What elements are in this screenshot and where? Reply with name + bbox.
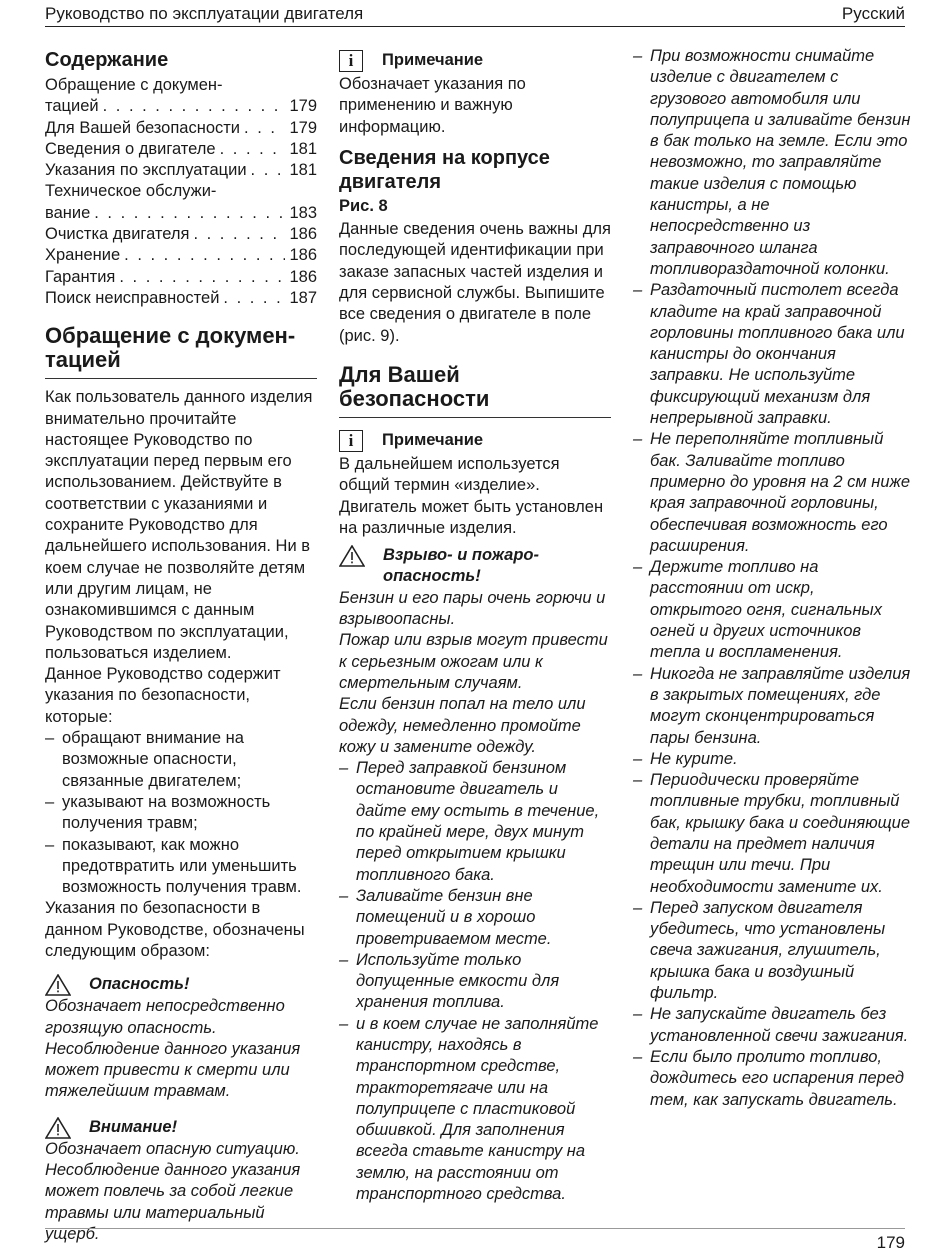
toc-page-number: 179 (289, 97, 317, 116)
explosion-line: Пожар или взрыв могут привести к серьезным ожогам или к смертельным случаям. (339, 631, 608, 692)
marking-paragraph: Указания по безопасности в данном Руководстве, обозначены следующим образом: (45, 899, 305, 960)
caution-notice (45, 1117, 317, 1139)
refuel-instructions-list (339, 758, 611, 1205)
info-icon: i (339, 430, 363, 452)
toc-entry[interactable] (45, 288, 317, 309)
caution-text: Обозначает опасную ситуацию. Несоблюдение данного указания может повлечь за собой легкие травмы или материальный ущерб. (45, 1139, 301, 1243)
toc-entry-label: Указания по эксплуатации (45, 161, 247, 180)
toc-page-number: 181 (289, 139, 317, 158)
housing-info-title: Сведения на корпусе двигателя (339, 146, 550, 193)
footer-divider (45, 1228, 905, 1229)
safety-intro-paragraph: Данное Руководство содержит указания по безопасности, которые: (45, 665, 281, 726)
danger-notice (45, 974, 317, 996)
explosion-line: Бензин и его пары очень горючи и взрывоопасны. (339, 588, 606, 629)
toc-entry[interactable] (45, 245, 317, 266)
info-icon: i (339, 50, 363, 72)
toc-entry-label: тацией (45, 97, 99, 116)
toc-entry-label: Для Вашей безопасности (45, 118, 241, 137)
column-3 (633, 46, 911, 1111)
manual-title: Руководство по эксплуатации двигателя (45, 4, 364, 23)
table-of-contents (45, 75, 317, 309)
toc-entry[interactable] (45, 139, 317, 160)
list-item: – обращают внимание на возможные опасности, связанные двигателем; (45, 728, 317, 792)
toc-entry[interactable] (45, 181, 317, 224)
toc-entry[interactable] (45, 118, 317, 139)
toc-page-number: 186 (289, 267, 317, 286)
warning-triangle-icon (339, 545, 365, 567)
list-item: – Если было пролито топливо, дождитесь его испарения перед тем, как запускать двигатель. (633, 1047, 911, 1111)
danger-label: Опасность! (89, 975, 190, 994)
toc-entry[interactable] (45, 75, 317, 118)
toc-entry-label: Очистка двигателя (45, 225, 190, 244)
toc-page-number: 186 (289, 246, 317, 265)
note-2 (339, 430, 611, 452)
toc-page-number: 179 (289, 118, 317, 137)
toc-page-number: 183 (289, 203, 317, 222)
toc-page-number: 187 (289, 288, 317, 307)
list-item: – При возможности снимайте изделие с двигателем с грузового автомобиля или полуприцепа и заливайте бензин в бак только на земле. Если это невозможно, то заправляйте такие изделия с помощью канистры, а не непосредственно из заправочного шланга топливораздаточной колонки. (633, 46, 911, 280)
toc-title: Содержание (45, 49, 169, 71)
toc-entry-label: Сведения о двигателе (45, 139, 216, 158)
list-item: – Не переполняйте топливный бак. Заливайте топливо примерно до уровня на 2 см ниже края заправочной горловины, обеспечивая возможность его расширения. (633, 429, 911, 557)
section-title-safety: Для Вашей безопасности (339, 363, 611, 418)
list-item: – Раздаточный пистолет всегда кладите на край заправочной горловины топливного бака или канистры до окончания заправки. Не используйте фиксирующий механизм для непрерывной заправки. (633, 280, 911, 429)
fuel-safety-list (633, 46, 911, 1111)
list-item: – указывают на возможность получения травм; (45, 792, 317, 835)
list-item: – Не запускайте двигатель без установленной свечи зажигания. (633, 1004, 911, 1047)
note-label: Примечание (382, 431, 484, 450)
explosion-notice (339, 545, 611, 588)
toc-entry-label: Поиск неисправностей (45, 288, 220, 307)
toc-page-number: 186 (289, 225, 317, 244)
list-item: – Перед заправкой бензином остановите двигатель и дайте ему остыть в течение, по крайней мере, двух минут перед открытием крышки топливного бака. (339, 758, 611, 886)
toc-entry-label: Хранение (45, 246, 121, 265)
list-item: – Периодически проверяйте топливные трубки, топливный бак, крышку бака и соединяющие детали на предмет наличия трещин или течи. При необходимости замените их. (633, 770, 911, 898)
list-item: – Используйте только допущенные емкости для хранения топлива. (339, 950, 611, 1014)
list-item: – Никогда не заправляйте изделия в закрытых помещениях, где могут сконцентрироваться пары бензина. (633, 664, 911, 749)
toc-entry[interactable] (45, 224, 317, 245)
caution-label: Внимание! (89, 1117, 178, 1136)
safety-purpose-list (45, 728, 317, 898)
note-2-text: В дальнейшем используется общий термин «изделие». Двигатель может быть установлен на различные изделия. (339, 454, 604, 537)
list-item: – Держите топливо на расстоянии от искр, открытого огня, сигнальных огней и других источников тепла и воспламенения. (633, 557, 911, 663)
column-1 (45, 46, 317, 1245)
column-2 (339, 46, 611, 1205)
language-label: Русский (841, 4, 905, 23)
toc-entry[interactable] (45, 267, 317, 288)
section-title-documentation: Обращение с докумен-тацией (45, 324, 317, 379)
warning-triangle-icon (45, 974, 71, 996)
toc-entry[interactable] (45, 160, 317, 181)
list-item: – Не курите. (633, 749, 911, 770)
note-1-text: Обозначает указания по применению и важную информацию. (339, 75, 526, 136)
explosion-line: Если бензин попал на тело или одежду, немедленно промойте кожу и замените одежду. (339, 695, 586, 756)
housing-info-text: Данные сведения очень важны для последующей идентификации при заказе запасных частей изделия и для сервисной службы. Выпишите все сведения о двигателе в поле (рис. 9). (339, 220, 611, 345)
list-item: – Перед запуском двигателя убедитесь, что установлены свеча зажигания, глушитель, крышка бака и воздушный фильтр. (633, 898, 911, 1004)
list-item: – и в коем случае не заполняйте канистру, находясь в транспортном средстве, тракторетягаче или на полуприцепе с пластиковой обшивкой. Для заполнения всегда ставьте канистру на землю, на расстоянии от транспортного средства. (339, 1014, 611, 1206)
toc-entry-label: вание (45, 203, 91, 222)
intro-paragraph: Как пользователь данного изделия внимательно прочитайте настоящее Руководство по эксплуатации перед первым его использованием. Действуйте в соответствии с указаниями и сохраните Руководство для дальнейшего использования. Ни в коем случае не позволяйте детям или другим лицам, не ознакомившимся с данным Руководством по эксплуатации, пользоваться изделием. (45, 388, 313, 662)
toc-entry-label: Гарантия (45, 267, 116, 286)
toc-entry-label: Техническое обслужи- (45, 182, 217, 201)
page-number: 179 (876, 1233, 905, 1252)
list-item: – показывают, как можно предотвратить или уменьшить возможность получения травм. (45, 835, 317, 899)
note-1 (339, 50, 611, 72)
page-header (45, 4, 905, 27)
note-label: Примечание (382, 51, 484, 70)
explosion-label: Взрыво- и пожаро-опасность! (383, 546, 540, 586)
figure-reference: Рис. 8 (339, 196, 388, 215)
list-item: – Заливайте бензин вне помещений и в хорошо проветриваемом месте. (339, 886, 611, 950)
toc-entry-label: Обращение с докумен- (45, 76, 223, 94)
danger-text: Обозначает непосредственно грозящую опасность. Несоблюдение данного указания может привести к смерти или тяжелейшим травмам. (45, 997, 301, 1101)
warning-triangle-icon (45, 1117, 71, 1139)
toc-page-number: 181 (289, 161, 317, 180)
